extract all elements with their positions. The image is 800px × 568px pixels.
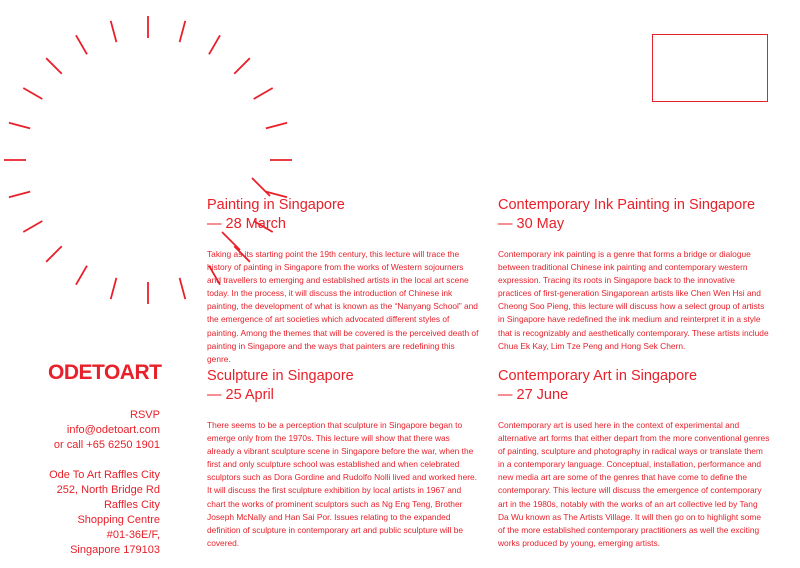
- address-line: 252, North Bridge Rd: [56, 484, 160, 496]
- clock-tick: [23, 221, 42, 232]
- stamp-box: [652, 34, 768, 102]
- clock-tick: [266, 123, 287, 129]
- brand-logo: ODETOART: [48, 361, 162, 384]
- clock-tick: [23, 88, 42, 99]
- contact-spacer: [40, 453, 160, 468]
- lecture-description: There seems to be a perception that sculpture in Singapore began to emerge only from the 1970s. This lecture will show that there was already a vibrant sculpture scene in Singapore before the war, when the first and only sculpture school was established and when celebrated sculptors such as Dora Gordine and Rudolfo Nolli lived and worked here. It will discuss the first sculpture exhibition by local artists in 1967 and chart the works of prominent sculptors such as Ng Eng Teng, Brother Joseph McNally and Han Sai Por. Issues relating to the expanded definition of sculpture in contemporary art and public sculpture will be covered.: [207, 420, 478, 548]
- phone-text: or call +65 6250 1901: [53, 439, 160, 451]
- clock-tick: [111, 278, 117, 299]
- clock-tick: [76, 35, 87, 54]
- lecture-contemporary-art: [498, 367, 770, 550]
- lecture-title: Painting in Singapore: [207, 197, 345, 213]
- clock-tick: [76, 266, 87, 285]
- clock-tick: [180, 278, 186, 299]
- lecture-date: — 30 May: [498, 216, 565, 232]
- lecture-date: — 27 June: [498, 387, 569, 403]
- clock-tick: [9, 123, 30, 129]
- clock-tick: [9, 192, 30, 198]
- clock-tick: [46, 58, 62, 74]
- clock-tick: [234, 58, 250, 74]
- lecture-title: Contemporary Art in Singapore: [498, 368, 698, 384]
- lecture-description: Taking as its starting point the 19th century, this lecture will trace the history of painting in Singapore from the works of Western sojourners and travellers to emerging and established artists in the local art scene today. In the process, it will discuss the introduction of Chinese ink painting, the development of what is known as the “Nanyang School” and the emergence of art societies which advocated different styles of painting. Among the themes that will be covered is the perceived death of painting in Singapore and the ways that painters are redefining this genre.: [207, 249, 479, 364]
- email-link[interactable]: info@odetoart.com: [66, 424, 160, 436]
- clock-tick: [180, 21, 186, 42]
- lecture-title: Sculpture in Singapore: [207, 368, 354, 384]
- lecture-description: Contemporary art is used here in the context of experimental and alternative art forms that either depart from the more conventional genres of painting, sculpture and photography in radical ways or translate them in a contemporary language. Conceptual, installation, performance and new media art are some of the genres that have come to define the contemporary. This lecture will discuss the emergence of contemporary art in the 1980s, notably with the works of an art collective led by Tang Da Wu known as The Artists Village. It will then go on to highlight some of the more established contemporary practitioners as well the exciting works produced by young, emerging artists.: [498, 420, 770, 548]
- lecture-date: — 28 March: [207, 216, 286, 232]
- lecture-date: — 25 April: [207, 387, 274, 403]
- clock-hand: [252, 178, 270, 196]
- clock-tick: [46, 246, 62, 262]
- rsvp-label: RSVP: [130, 409, 160, 421]
- address-line: Ode To Art Raffles City: [49, 469, 160, 481]
- lecture-title: Contemporary Ink Painting in Singapore: [498, 197, 756, 213]
- clock-tick: [254, 88, 273, 99]
- lecture-painting: [207, 196, 479, 366]
- contact-info: [40, 408, 160, 558]
- address-line: Shopping Centre: [77, 514, 160, 526]
- clock-tick: [111, 21, 117, 42]
- address-line: #01-36E/F,: [106, 529, 160, 541]
- lecture-description: Contemporary ink painting is a genre that forms a bridge or dialogue between traditional Chinese ink painting and contemporary western expression. Tracing its roots in Singapore back to the innovative practices of first-generation Singaporean artists like Chen Wen Hsi and Cheong Soo Pieng, this lecture will discuss how a select group of artists in Singapore have redefined the ink medium and reinterpret it in a style that is recognizably and aesthetically contemporary. These artists include Chua Ek Kay, Lim Tze Peng and Hong Sek Chern.: [498, 249, 769, 351]
- clock-tick: [209, 35, 220, 54]
- lecture-ink-painting: [498, 196, 770, 353]
- address-line: Singapore 179103: [70, 544, 160, 556]
- lecture-sculpture: [207, 367, 479, 550]
- address-line: Raffles City: [103, 499, 160, 511]
